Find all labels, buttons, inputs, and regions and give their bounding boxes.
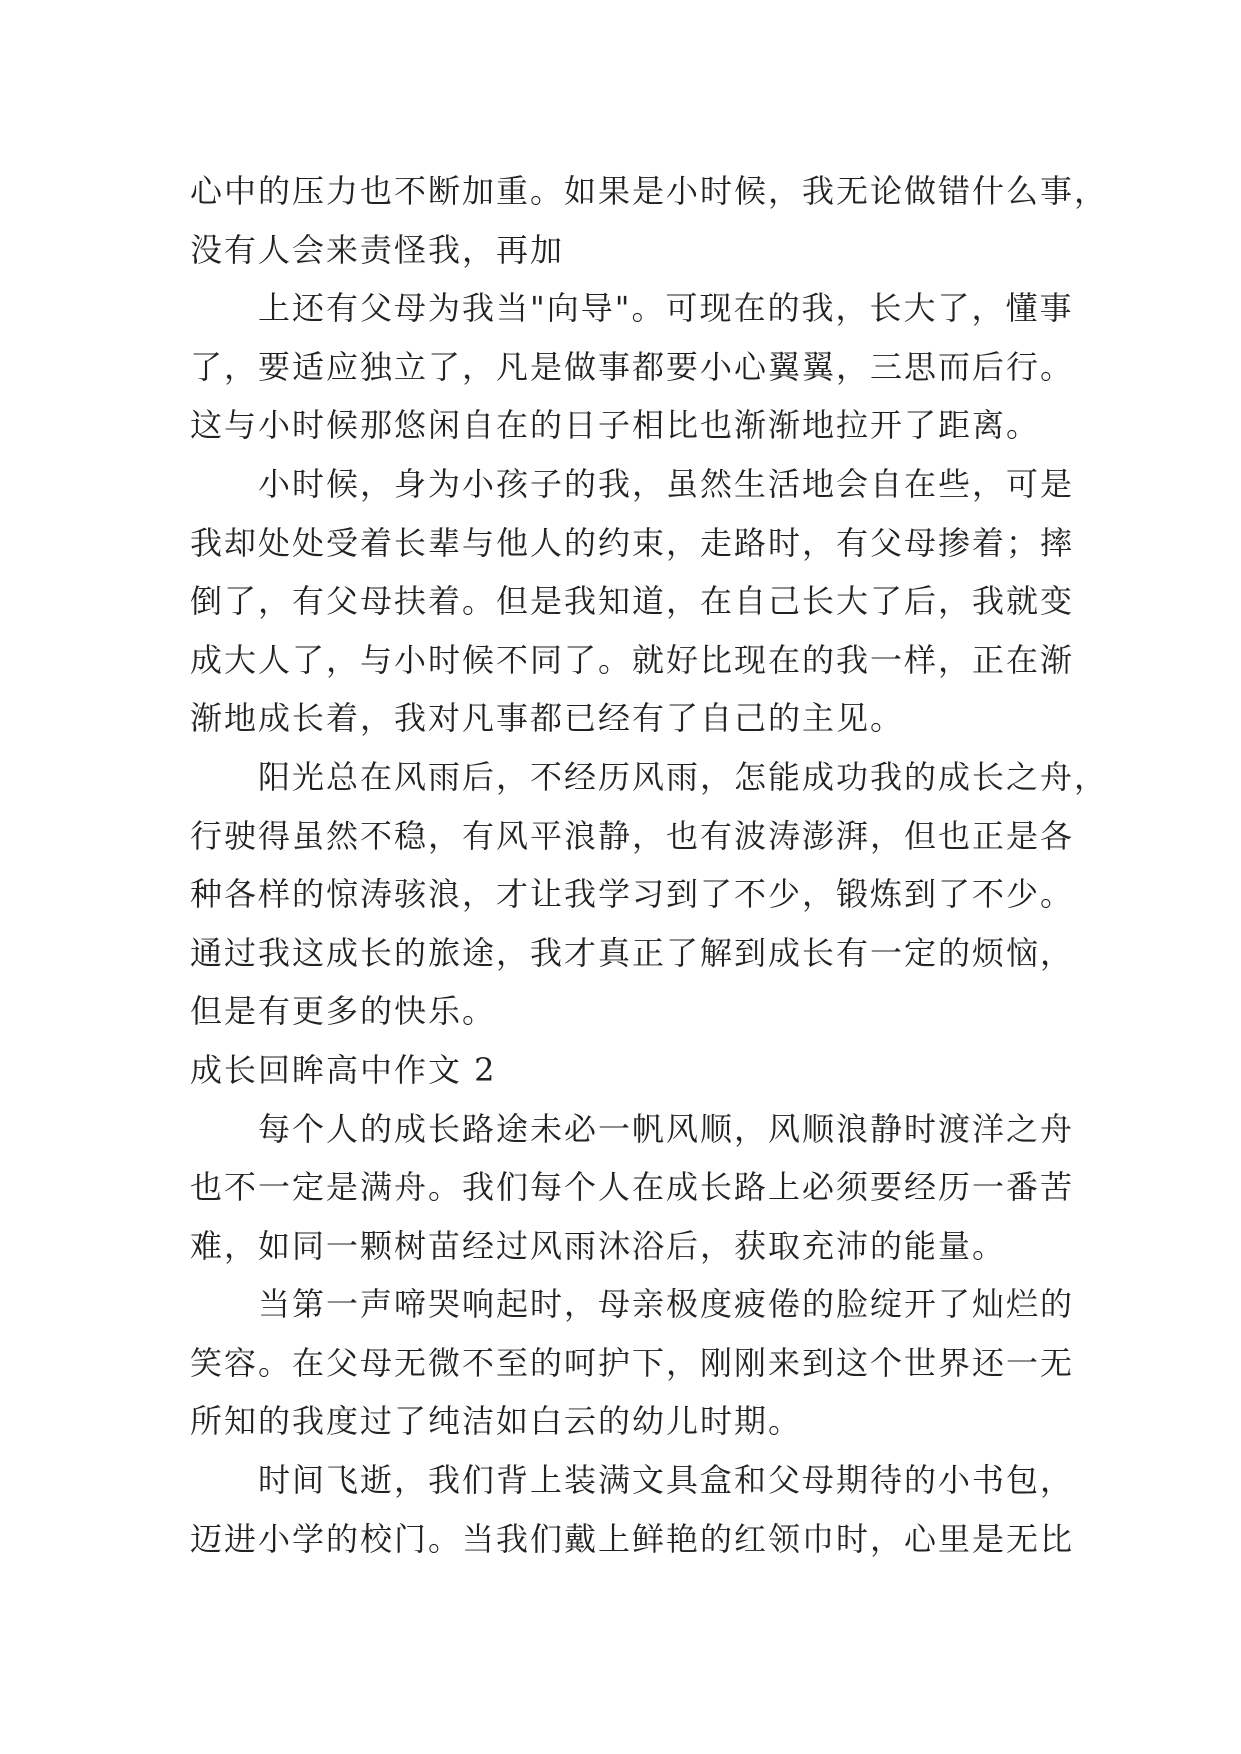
text-line: 所知的我度过了纯洁如白云的幼儿时期。 (190, 1402, 803, 1441)
text-line: 倒了，有父母扶着。但是我知道，在自己长大了后，我就变 (190, 582, 1075, 621)
text-line: 每个人的成长路途未必一帆风顺，风顺浪静时渡洋之舟 (258, 1109, 1075, 1148)
text-line: 没有人会来责怪我，再加 (190, 230, 565, 269)
text-line: 难，如同一颗树苗经过风雨沐浴后，获取充沛的能量。 (190, 1226, 1007, 1265)
text-line: 笑容。在父母无微不至的呵护下，刚刚来到这个世界还一无 (190, 1343, 1075, 1382)
text-line: 我却处处受着长辈与他人的约束，走路时，有父母掺着；摔 (190, 523, 1075, 562)
text-line: 种各样的惊涛骇浪，才让我学习到了不少，锻炼到了不少。 (190, 875, 1075, 914)
text-line: 也不一定是满舟。我们每个人在成长路上必须要经历一番苦 (190, 1168, 1075, 1207)
text-line: 但是有更多的快乐。 (190, 992, 497, 1031)
text-line: 时间飞逝，我们背上装满文具盒和父母期待的小书包， (258, 1461, 1075, 1500)
text-line: 心中的压力也不断加重。如果是小时候，我无论做错什么事， (190, 172, 1109, 210)
text-line: 上还有父母为我当"向导"。可现在的我，长大了，懂事 (258, 289, 1074, 328)
essay-text (190, 162, 1109, 1568)
text-line: 了，要适应独立了，凡是做事都要小心翼翼，三思而后行。 (190, 347, 1075, 386)
text-line: 通过我这成长的旅途，我才真正了解到成长有一定的烦恼， (190, 933, 1075, 972)
text-line: 迈进小学的校门。当我们戴上鲜艳的红领巾时，心里是无比 (190, 1519, 1075, 1558)
text-line: 行驶得虽然不稳，有风平浪静，也有波涛澎湃，但也正是各 (190, 816, 1075, 855)
text-line: 渐地成长着，我对凡事都已经有了自己的主见。 (190, 699, 905, 738)
text-line: 当第一声啼哭响起时，母亲极度疲倦的脸绽开了灿烂的 (258, 1285, 1075, 1324)
text-line: 成大人了，与小时候不同了。就好比现在的我一样，正在渐 (190, 640, 1075, 679)
text-line: 成长回眸高中作文 2 (190, 1050, 497, 1089)
text-line: 这与小时候那悠闲自在的日子相比也渐渐地拉开了距离。 (190, 406, 1041, 445)
text-line: 小时候，身为小孩子的我，虽然生活地会自在些，可是 (258, 464, 1075, 503)
text-line: 阳光总在风雨后，不经历风雨，怎能成功我的成长之舟， (258, 757, 1109, 796)
